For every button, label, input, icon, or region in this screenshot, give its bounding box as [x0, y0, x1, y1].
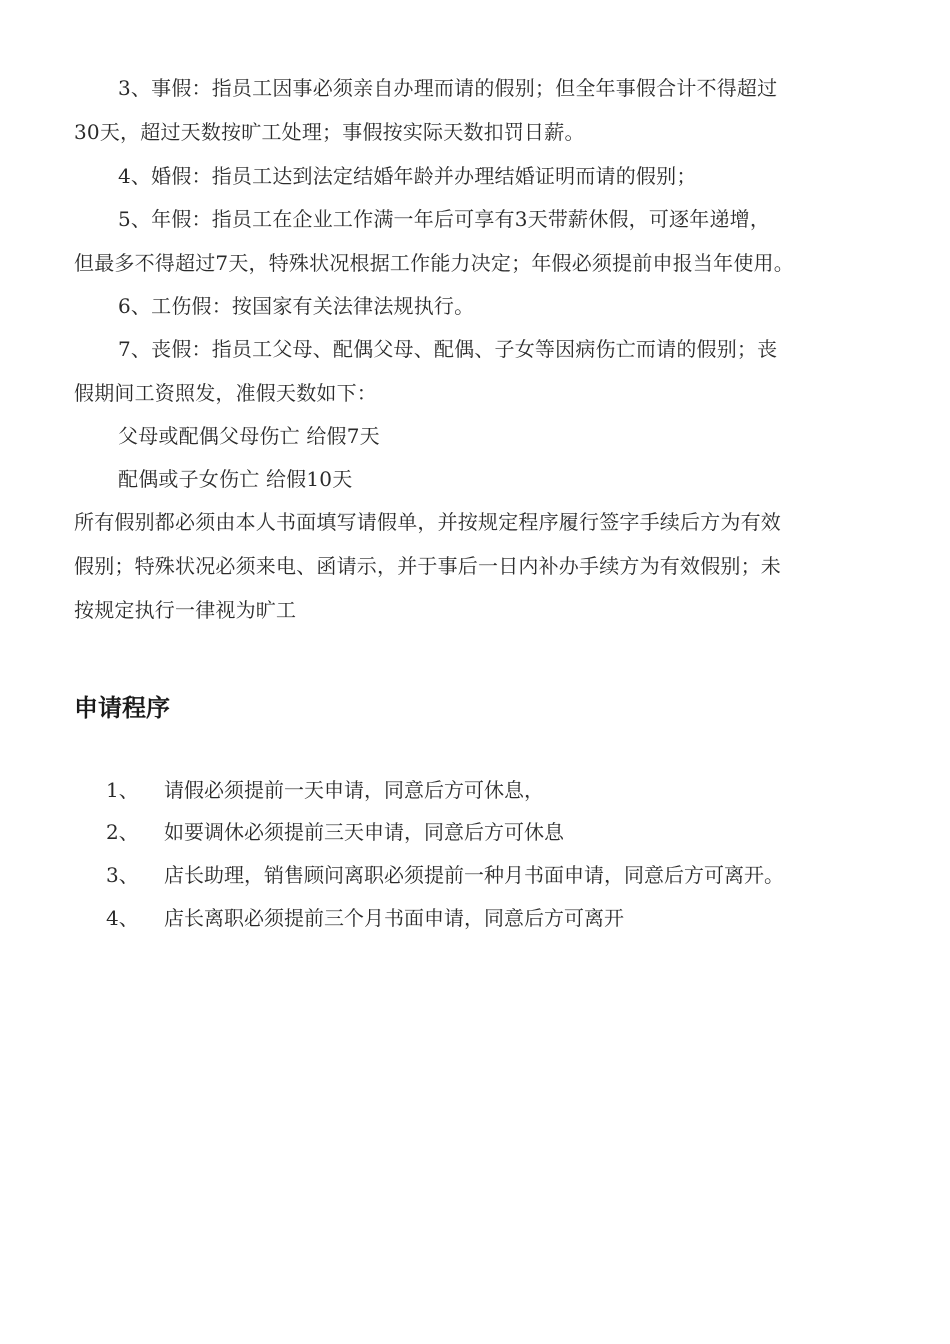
leave-item-annual-line2: 但最多不得超过7天，特殊状况根据工作能力决定；年假必须提前申报当年使用。 [74, 251, 794, 275]
leave-rule-line2: 假别；特殊状况必须来电、函请示，并于事后一日内补办手续方为有效假别；未 [74, 554, 781, 578]
procedure-step [106, 861, 784, 889]
procedure-step [106, 818, 564, 846]
procedure-step [106, 904, 624, 932]
leave-item-personal-line1: 3、事假：指员工因事必须亲自办理而请的假别；但全年事假合计不得超过 [118, 76, 778, 100]
bereavement-spouse-child-days: 配偶或子女伤亡 给假10天 [118, 467, 353, 491]
step-number: 2、 [106, 820, 139, 844]
procedure-step [106, 776, 544, 804]
step-number: 4、 [106, 906, 139, 930]
step-text: 店长离职必须提前三个月书面申请，同意后方可离开 [164, 906, 624, 930]
bereavement-parents-days: 父母或配偶父母伤亡 给假7天 [118, 424, 380, 448]
step-text: 如要调休必须提前三天申请，同意后方可休息 [164, 820, 564, 844]
section-heading-application-procedure: 申请程序 [74, 694, 170, 722]
leave-item-marriage: 4、婚假：指员工达到法定结婚年龄并办理结婚证明而请的假别； [118, 164, 697, 188]
leave-rule-line3: 按规定执行一律视为旷工 [74, 598, 297, 622]
leave-item-work-injury: 6、工伤假：按国家有关法律法规执行。 [118, 294, 475, 318]
step-number: 1、 [106, 778, 139, 802]
leave-rule-line1: 所有假别都必须由本人书面填写请假单，并按规定程序履行签字手续后方为有效 [74, 510, 781, 534]
leave-item-personal-line2: 30天，超过天数按旷工处理；事假按实际天数扣罚日薪。 [74, 120, 585, 144]
leave-item-annual-line1: 5、年假：指员工在企业工作满一年后可享有3天带薪休假，可逐年递增， [118, 207, 771, 231]
leave-item-bereavement-line1: 7、丧假：指员工父母、配偶父母、配偶、子女等因病伤亡而请的假别；丧 [118, 337, 778, 361]
step-text: 店长助理，销售顾问离职必须提前一种月书面申请，同意后方可离开。 [164, 863, 784, 887]
leave-item-bereavement-line2: 假期间工资照发，准假天数如下： [74, 381, 377, 405]
step-number: 3、 [106, 863, 139, 887]
step-text: 请假必须提前一天申请，同意后方可休息， [164, 778, 544, 802]
